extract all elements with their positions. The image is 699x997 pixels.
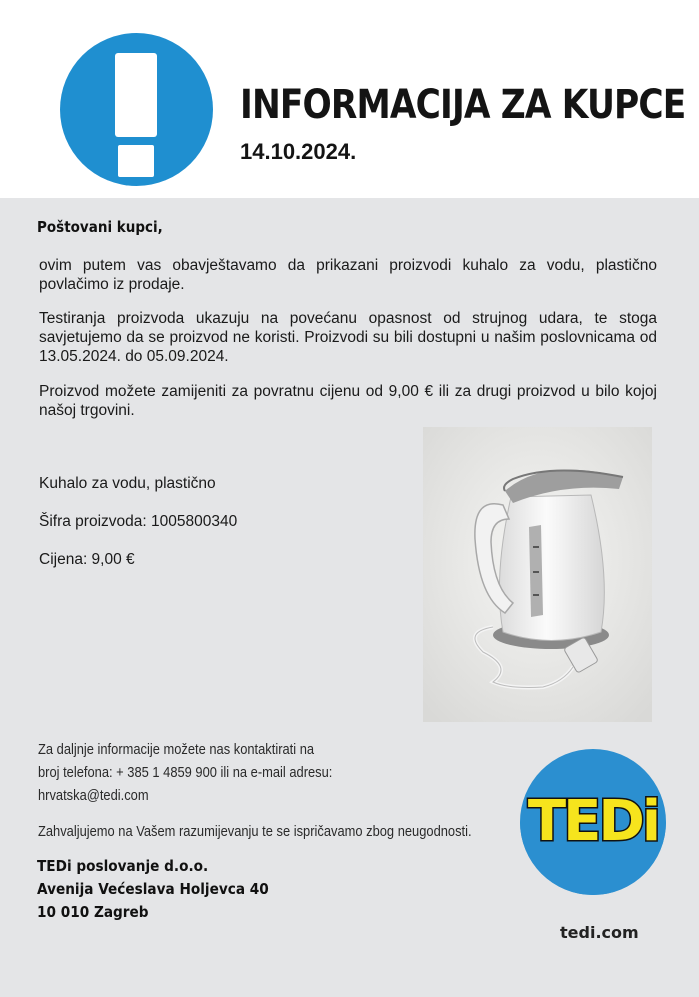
kettle-image <box>423 427 652 722</box>
contact-line-2: broj telefona: + 385 1 4859 900 ili na e-mail adresu: <box>38 764 333 781</box>
website-link[interactable]: tedi.com <box>560 923 639 942</box>
paragraph-refund: Proizvod možete zamijeniti za povratnu cijenu od 9,00 € ili za drugi proizvod u bilo kojoj našoj trgovini. <box>39 383 657 419</box>
notice-date: 14.10.2024. <box>240 139 357 164</box>
header-band <box>0 0 699 198</box>
product-code: Šifra proizvoda: 1005800340 <box>39 513 238 530</box>
exclamation-icon <box>60 33 213 186</box>
product-name: Kuhalo za vodu, plastično <box>39 475 216 492</box>
contact-line-1: Za daljnje informacije možete nas kontaktirati na <box>38 741 315 758</box>
tedi-logo <box>518 747 668 897</box>
product-photo <box>423 427 652 722</box>
greeting: Poštovani kupci, <box>37 218 163 236</box>
tedi-logo-text: TEDi <box>527 789 659 854</box>
contact-email: hrvatska@tedi.com <box>38 787 149 804</box>
apology-text: Zahvaljujemo na Vašem razumijevanju te se ispričavamo zbog neugodnosti. <box>38 823 472 840</box>
product-price: Cijena: 9,00 € <box>39 551 135 568</box>
paragraph-risk: Testiranja proizvoda ukazuju na povećanu opasnost od strujnog udara, te stoga savjetujemo da se proizvod ne koristi. Proizvodi su bili dostupni u našim poslovnicama od 13.05.2024. do 05.09.2024. <box>39 310 657 365</box>
company-street: Avenija Većeslava Holjevca 40 <box>37 880 269 898</box>
page-title: INFORMACIJA ZA KUPCE <box>240 82 686 128</box>
company-city: 10 010 Zagreb <box>37 903 149 921</box>
paragraph-withdrawal: ovim putem vas obavještavamo da prikazani proizvodi kuhalo za vodu, plastično povlačimo iz prodaje. <box>39 257 657 293</box>
company-name: TEDi poslovanje d.o.o. <box>37 857 209 875</box>
